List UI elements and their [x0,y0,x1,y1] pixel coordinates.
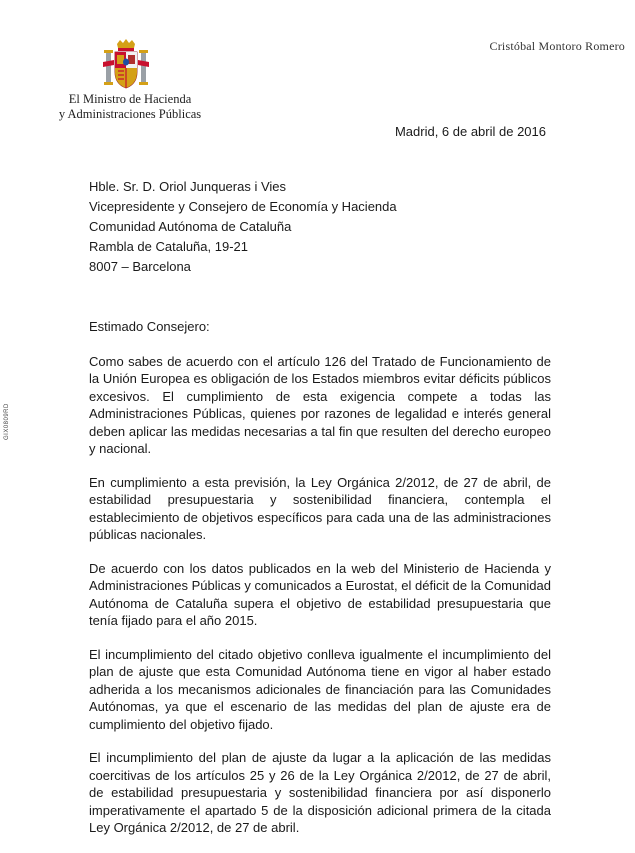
recipient-address [89,177,397,277]
recipient-line: Vicepresidente y Consejero de Economía y Hacienda [89,199,397,214]
letter-body [89,318,551,853]
ministry-name [50,92,210,122]
signer-name: Cristóbal Montoro Romero [489,39,625,53]
side-document-code: GIX0809RD [4,403,10,440]
body-paragraph: El incumplimiento del plan de ajuste da lugar a la aplicación de las medidas coercitivas de los artículos 25 y 26 de la Ley Orgánica 2/2012, de 27 de abril, de estabilidad presupuestaria y sostenibilidad financiera por así disponerlo imperativamente el apartado 5 de la disposición adicional primera de la citada Ley Orgánica 2/2012, de 27 de abril. [89,750,551,835]
ministry-line-1: El Ministro de Hacienda [68,92,192,106]
recipient-line: Hble. Sr. D. Oriol Junqueras i Vies [89,179,287,194]
body-paragraph: De acuerdo con los datos publicados en la web del Ministerio de Hacienda y Administraciones Públicas y comunicados a Eurostat, el déficit de la Comunidad Autónoma de Cataluña supera el objetivo de estabilidad presupuestaria que tenía fijado para el año 2015. [89,560,551,628]
spain-coat-of-arms-icon [103,38,149,90]
recipient-line: 8007 – Barcelona [89,259,191,274]
recipient-line: Comunidad Autónoma de Cataluña [89,219,292,234]
greeting: Estimado Consejero: [89,319,210,334]
letter-date: Madrid, 6 de abril de 2016 [394,124,546,139]
body-paragraph: Como sabes de acuerdo con el artículo 126 del Tratado de Funcionamiento de la Unión Europea es obligación de los Estados miembros evitar déficits públicos excesivos. El cumplimiento de esta exigencia compete a todas las Administraciones Públicas, quienes por razones de legalidad e interés general deben aplicar las medidas necesarias a tal fin que resulten del derecho europeo y nacional. [89,353,551,456]
ministry-line-2: y Administraciones Públicas [58,107,202,121]
body-paragraph: En cumplimiento a esta previsión, la Ley Orgánica 2/2012, de 27 de abril, de estabilidad presupuestaria y sostenibilidad financiera, contempla el establecimiento de objetivos específicos para cada una de las administraciones públicas nacionales. [89,474,551,542]
recipient-line: Rambla de Cataluña, 19-21 [89,239,248,254]
body-paragraph: El incumplimiento del citado objetivo conlleva igualmente el incumplimiento del plan de ajuste que esta Comunidad Autónoma tiene en vigor al haber estado adherida a los mecanismos adicionales de financiación para las Comunidades Autónomas, ya que el escenario de las medidas del plan de ajuste era de cumplimiento del objetivo fijado. [89,646,551,732]
